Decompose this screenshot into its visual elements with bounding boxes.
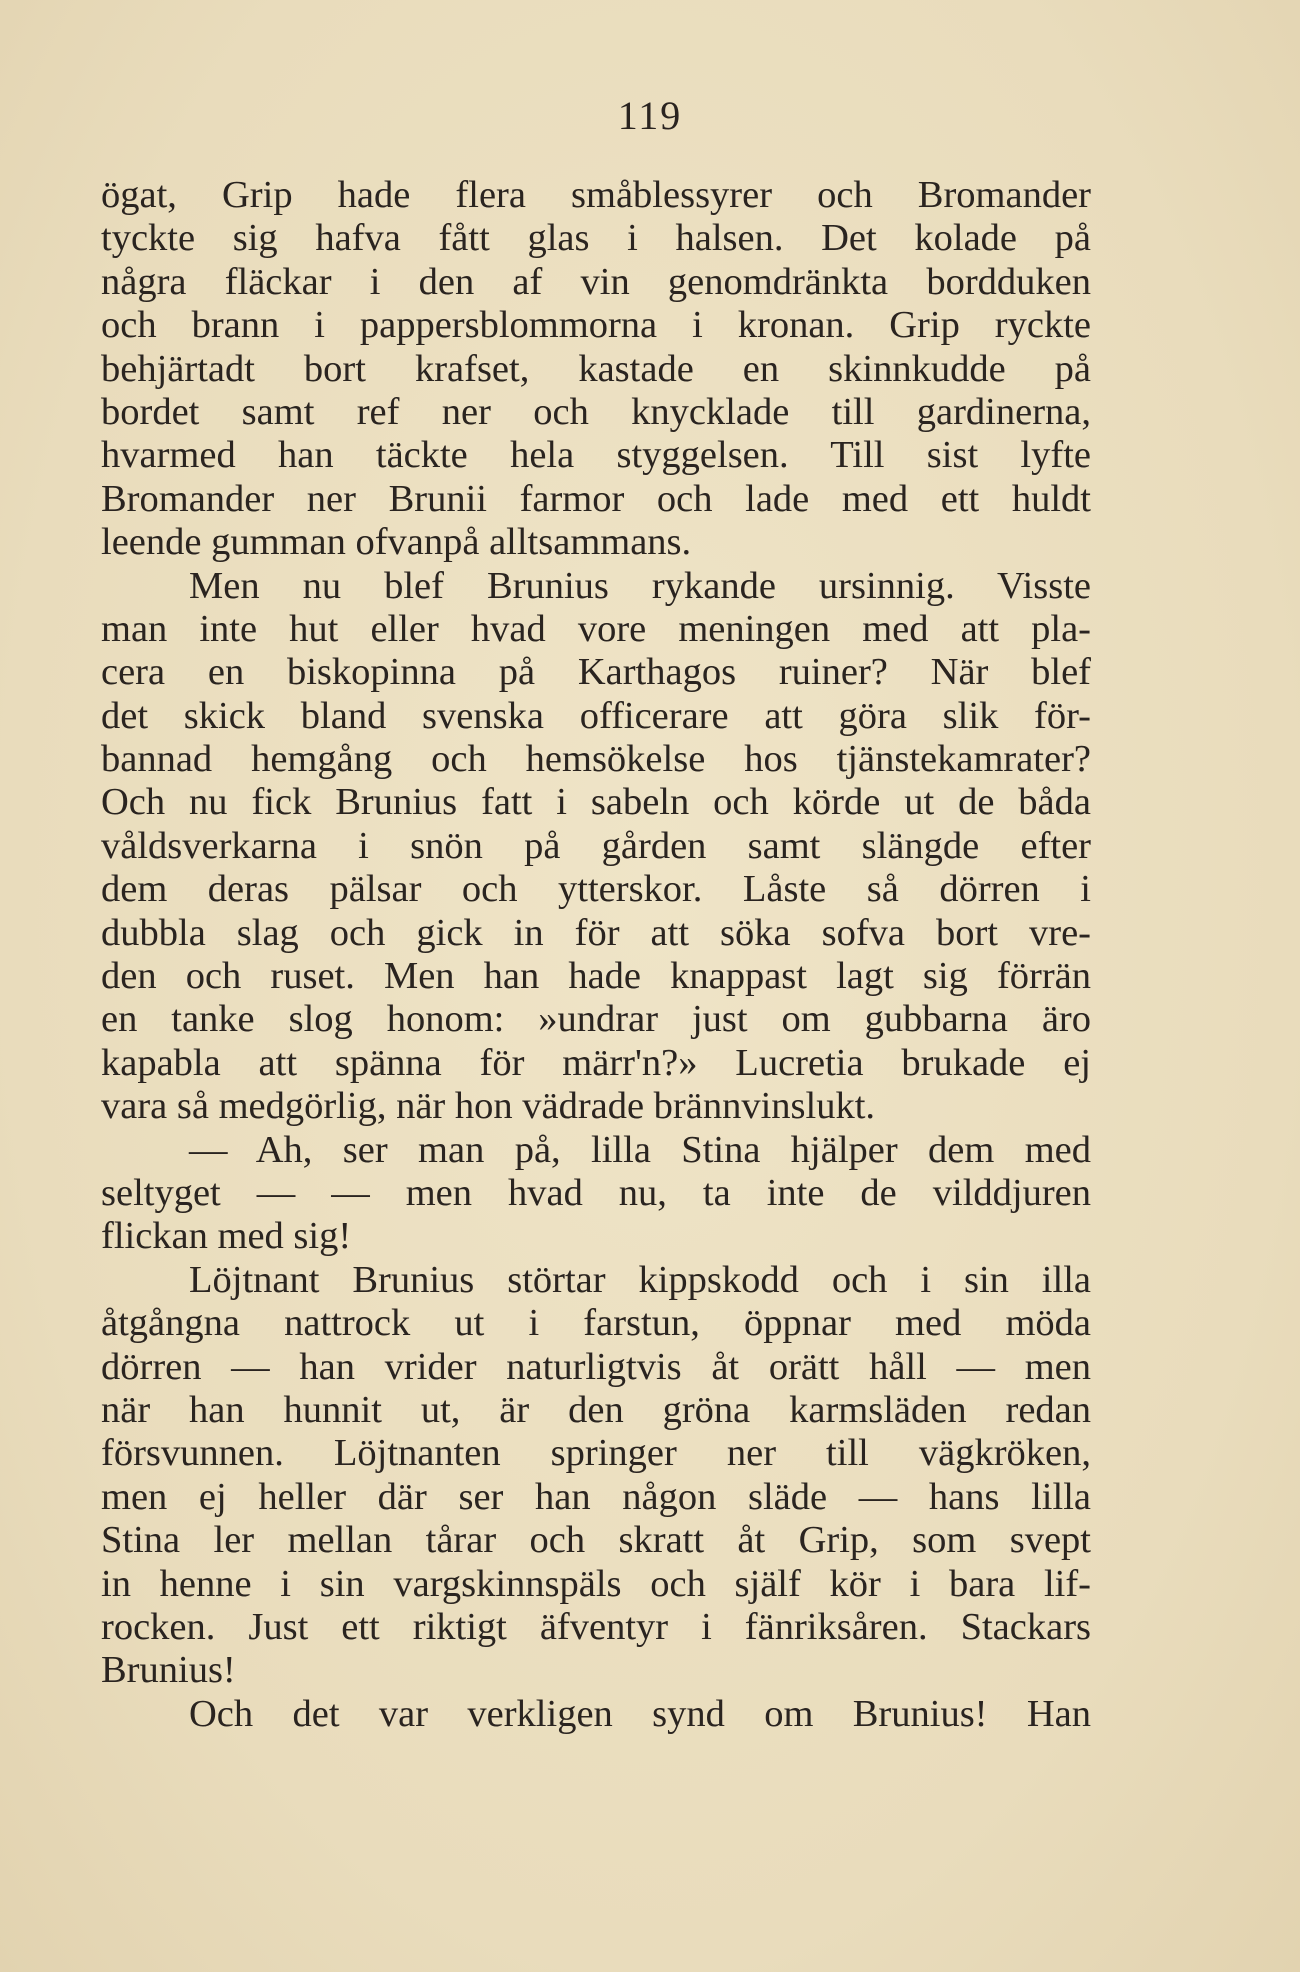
text-line: hvarmed han täckte hela styggelsen. Till sist lyfte <box>101 434 1091 477</box>
page-number: 119 <box>617 93 683 138</box>
text-line: den och ruset. Men han hade knappast lagt sig förrän <box>101 955 1091 998</box>
text-line: dubbla slag och gick in för att söka sofva bort vre- <box>101 911 1091 954</box>
text-line: Och nu fick Brunius fatt i sabeln och körde ut de båda <box>101 781 1091 824</box>
text-line: in henne i sin vargskinnspäls och själf kör i bara lif- <box>101 1562 1091 1605</box>
text-line: kapabla att spänna för märr'n?» Lucretia brukade ej <box>101 1041 1091 1084</box>
text-line: och brann i pappersblommorna i kronan. Grip ryckte <box>101 304 1091 347</box>
text-line: dem deras pälsar och ytterskor. Låste så dörren i <box>101 868 1091 911</box>
text-line: när han hunnit ut, är den gröna karmsläden redan <box>101 1388 1091 1431</box>
text-line: cera en biskopinna på Karthagos ruiner? När blef <box>101 651 1091 694</box>
text-line: Brunius! <box>101 1649 236 1692</box>
text-line: våldsverkarna i snön på gården samt slängde efter <box>101 824 1091 867</box>
text-line: man inte hut eller hvad vore meningen med att pla- <box>101 607 1091 650</box>
text-line: vara så medgörlig, när hon vädrade brännvinslukt. <box>101 1085 876 1128</box>
text-line: bannad hemgång och hemsökelse hos tjänstekamrater? <box>101 738 1091 781</box>
text-line: Stina ler mellan tårar och skratt åt Grip, som svept <box>101 1519 1091 1562</box>
body-text <box>101 174 1091 1736</box>
text-line: ögat, Grip hade flera småblessyrer och Bromander <box>101 174 1091 216</box>
text-line: det skick bland svenska officerare att göra slik för- <box>101 694 1091 737</box>
text-line: Löjtnant Brunius störtar kippskodd och i sin illa <box>189 1258 1091 1301</box>
text-line: Och det var verkligen synd om Brunius! Han <box>189 1692 1091 1735</box>
text-line: flickan med sig! <box>101 1215 352 1258</box>
text-line: dörren — han vrider naturligtvis åt orätt håll — men <box>101 1345 1091 1388</box>
text-line: försvunnen. Löjtnanten springer ner till vägkröken, <box>101 1432 1091 1475</box>
text-line: några fläckar i den af vin genomdränkta bordduken <box>101 260 1091 303</box>
text-line: seltyget — — men hvad nu, ta inte de vilddjuren <box>101 1171 1091 1214</box>
text-line: Men nu blef Brunius rykande ursinnig. Visste <box>189 564 1091 607</box>
text-line: Bromander ner Brunii farmor och lade med ett huldt <box>101 477 1091 520</box>
text-line: tyckte sig hafva fått glas i halsen. Det kolade på <box>101 217 1091 260</box>
text-line: rocken. Just ett riktigt äfventyr i fänriksåren. Stackars <box>101 1605 1091 1648</box>
text-line: men ej heller där ser han någon släde — hans lilla <box>101 1475 1091 1518</box>
text-line: leende gumman ofvanpå alltsammans. <box>101 521 692 564</box>
text-line: en tanke slog honom: »undrar just om gubbarna äro <box>101 998 1091 1041</box>
text-line: — Ah, ser man på, lilla Stina hjälper dem med <box>189 1128 1091 1171</box>
text-line: åtgångna nattrock ut i farstun, öppnar med möda <box>101 1302 1091 1345</box>
text-line: bordet samt ref ner och knycklade till gardinerna, <box>101 390 1091 433</box>
text-line: behjärtadt bort krafset, kastade en skinnkudde på <box>101 347 1091 390</box>
